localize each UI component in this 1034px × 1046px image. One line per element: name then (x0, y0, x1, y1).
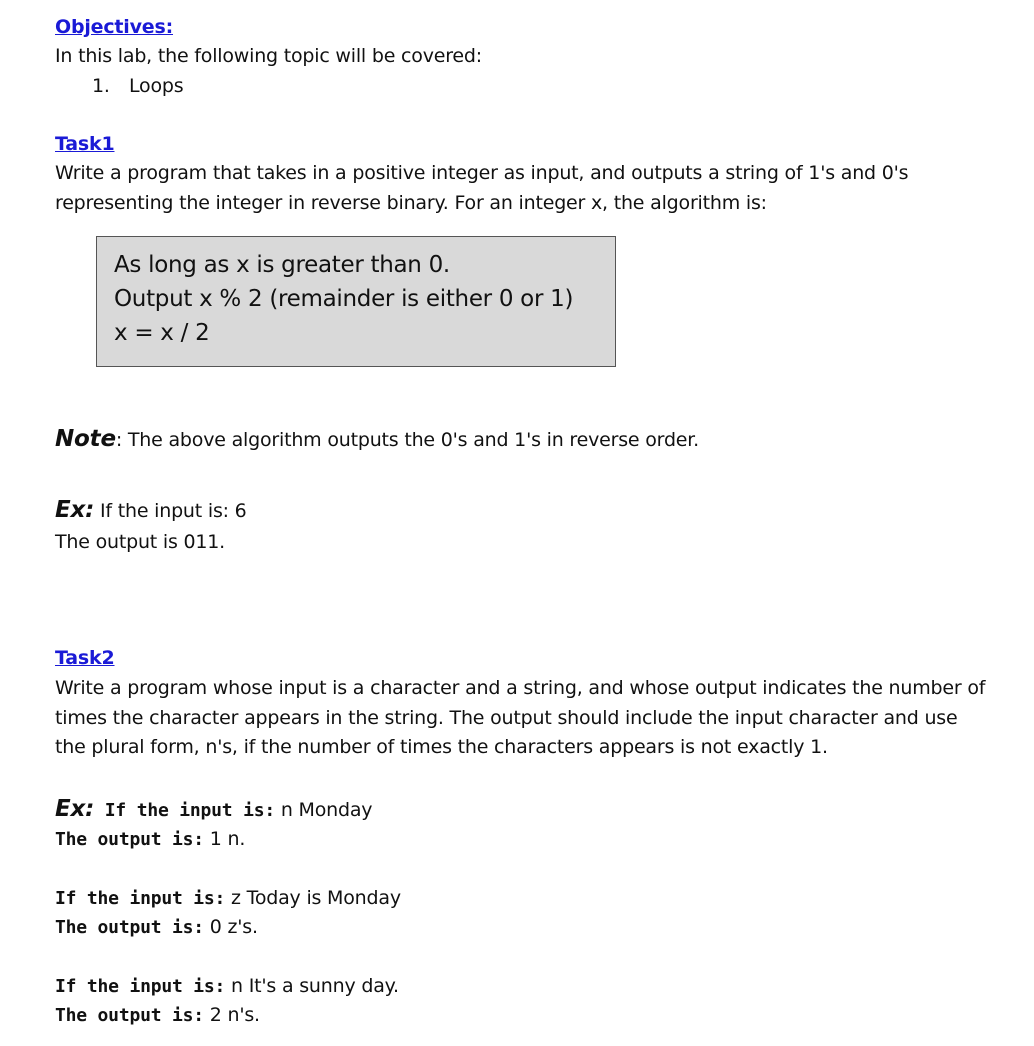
task2-example-3-output (55, 1002, 260, 1029)
task2-example-3-input (55, 973, 399, 1000)
output-label: The output is: (55, 1005, 204, 1026)
list-item-label: Loops (129, 75, 184, 97)
output-label: The output is: (55, 917, 204, 938)
task1-heading: Task1 (55, 133, 115, 155)
task2-description-line-2: times the character appears in the string. The output should include the input character and use (55, 707, 958, 729)
list-item (92, 73, 183, 99)
ex-label: Ex: (55, 796, 95, 822)
ex-label: Ex: (55, 497, 95, 523)
task2-heading: Task2 (55, 647, 115, 669)
task1-description-line-2: representing the integer in reverse binary. For an integer x, the algorithm is: (55, 192, 767, 214)
task1-description-line-1: Write a program that takes in a positive integer as input, and outputs a string of 1's and 0's (55, 162, 909, 184)
output-label: The output is: (55, 829, 204, 850)
algorithm-line-2: Output x % 2 (remainder is either 0 or 1) (114, 286, 574, 312)
algorithm-line-3: x = x / 2 (114, 320, 210, 346)
list-item-number: 1. (92, 75, 110, 97)
task2-example-1-output (55, 826, 245, 853)
task2-description-line-3: the plural form, n's, if the number of times the characters appears is not exactly 1. (55, 736, 828, 758)
example-output-value: 1 n. (203, 828, 246, 850)
input-label: If the input is: (104, 800, 275, 821)
task2-example-2-input (55, 885, 401, 912)
algorithm-box (96, 236, 616, 367)
example-output-value: 0 z's. (203, 916, 258, 938)
example-input-value: z Today is Monday (225, 887, 401, 909)
task1-example-output: The output is 011. (55, 531, 226, 553)
input-label: If the input is: (55, 976, 226, 997)
objectives-heading: Objectives: (55, 16, 173, 38)
task2-example-1-input (55, 796, 372, 824)
example-input-value: n Monday (275, 799, 373, 821)
input-label (94, 800, 105, 821)
example-input-value: n It's a sunny day. (225, 975, 399, 997)
input-label: If the input is: (55, 888, 226, 909)
task2-description-line-1: Write a program whose input is a character and a string, and whose output indicates the number of (55, 677, 986, 699)
task2-example-2-output (55, 914, 258, 941)
objectives-intro: In this lab, the following topic will be covered: (55, 45, 482, 67)
ex-input-text: If the input is: 6 (94, 500, 247, 522)
algorithm-line-1: As long as x is greater than 0. (114, 252, 450, 278)
note-label: Note (55, 426, 116, 452)
task1-note (55, 426, 699, 453)
note-text: : The above algorithm outputs the 0's and 1's in reverse order. (115, 429, 700, 451)
task1-example-input (55, 497, 247, 524)
example-output-value: 2 n's. (203, 1004, 260, 1026)
